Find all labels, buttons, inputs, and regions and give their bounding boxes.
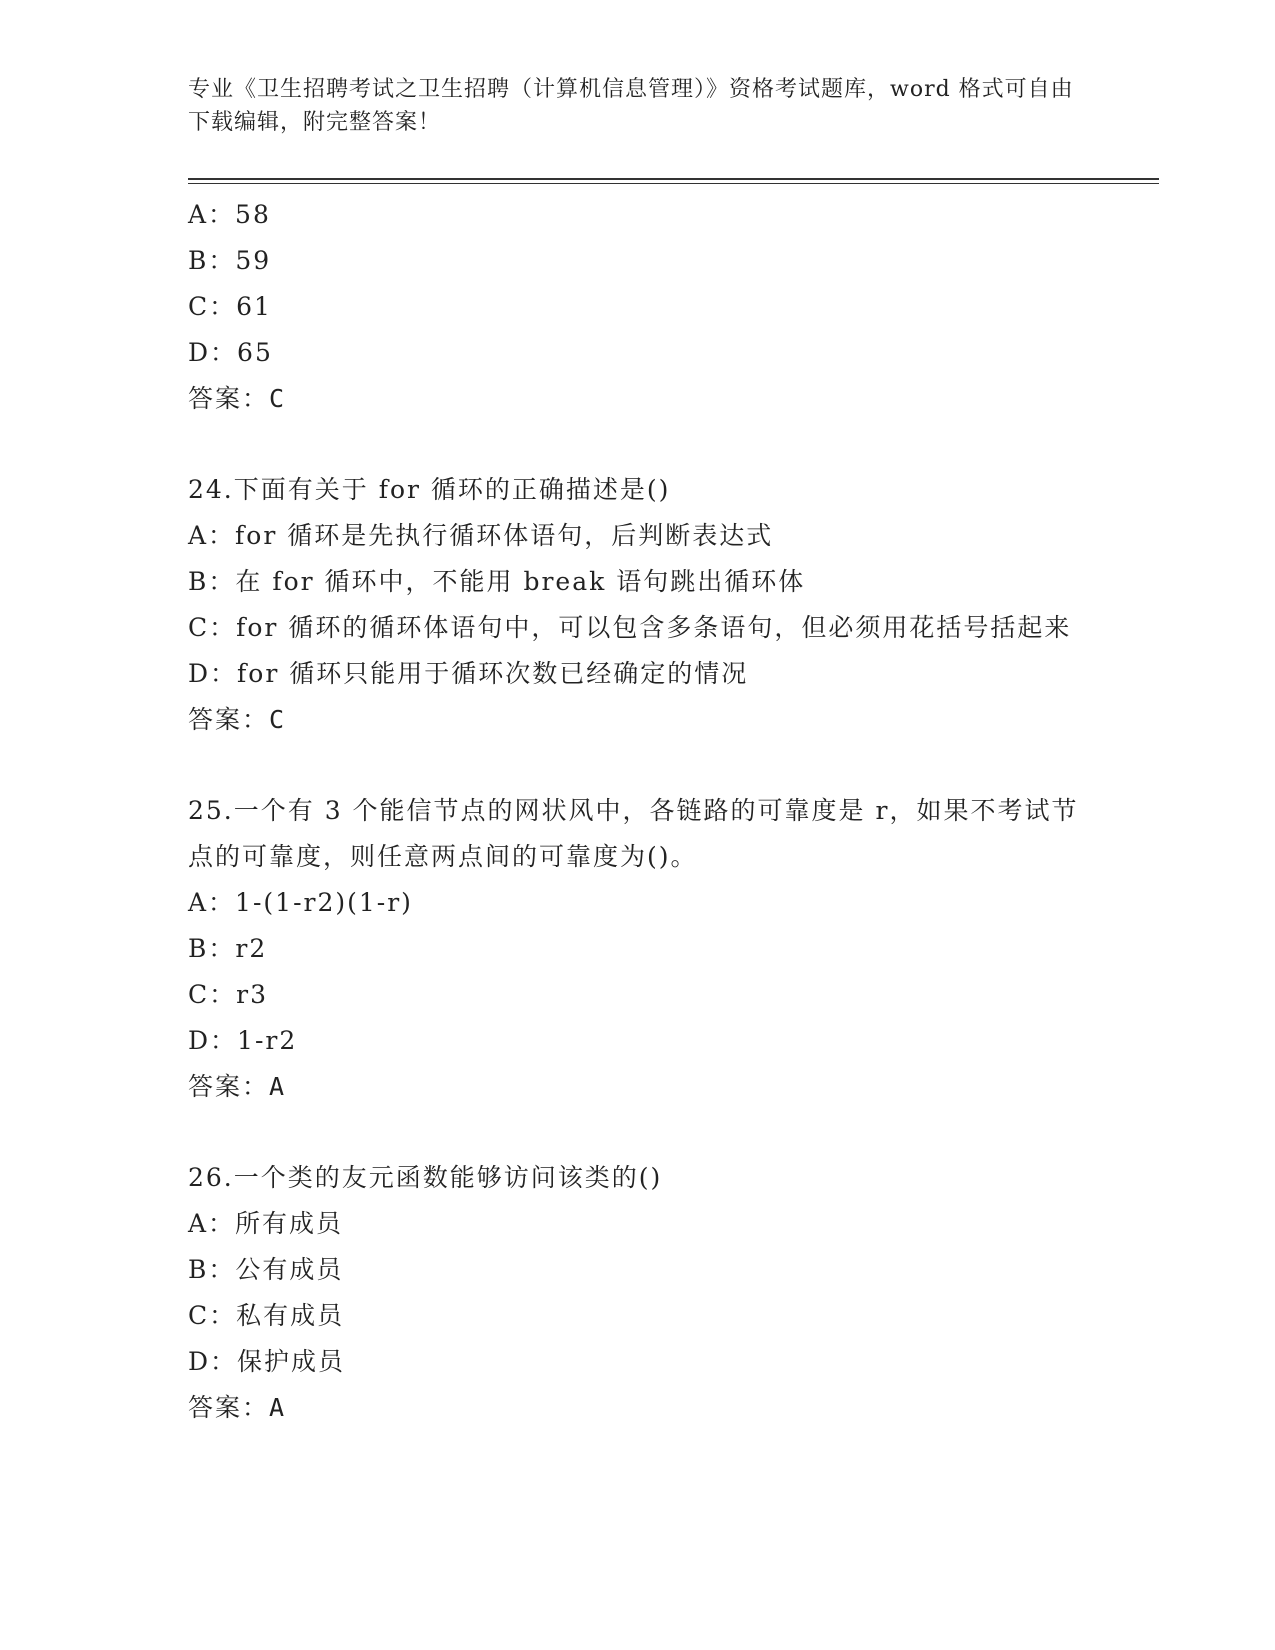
option-c: C：for 循环的循环体语句中，可以包含多条语句，但必须用花括号括起来 xyxy=(188,613,1072,642)
option-b: B：r2 xyxy=(188,934,268,963)
question-text: 24.下面有关于 for 循环的正确描述是() xyxy=(188,475,671,504)
option-c: C：私有成员 xyxy=(188,1301,345,1330)
option-d: D：保护成员 xyxy=(188,1347,346,1376)
answer-label: 答案： xyxy=(188,384,270,413)
option-d: D：65 xyxy=(188,338,273,367)
header-title: 专业《卫生招聘考试之卫生招聘（计算机信息管理）》资格考试题库，word 格式可自由下载编辑，附完整答案！ xyxy=(188,77,1074,135)
question-block-24 xyxy=(188,467,1088,743)
answer-label: 答案： xyxy=(188,1393,270,1422)
option-b: B：在 for 循环中，不能用 break 语句跳出循环体 xyxy=(188,567,806,596)
option-b: B：59 xyxy=(188,246,272,275)
answer-value: A xyxy=(269,1393,287,1422)
option-c: C：r3 xyxy=(188,980,268,1009)
answer-line xyxy=(188,1064,1088,1110)
option-a: A：58 xyxy=(188,200,271,229)
question-block-26 xyxy=(188,1155,1088,1431)
option-c: C：61 xyxy=(188,292,272,321)
option-d: D：1-r2 xyxy=(188,1026,298,1055)
question-text: 25.一个有 3 个能信节点的网状风中，各链路的可靠度是 r，如果不考试节点的可靠度，则任意两点间的可靠度为()。 xyxy=(188,796,1079,871)
header-divider-thick xyxy=(188,178,1159,180)
question-block-23 xyxy=(188,192,1088,422)
option-a: A：for 循环是先执行循环体语句，后判断表达式 xyxy=(188,521,774,550)
answer-label: 答案： xyxy=(188,1072,270,1101)
answer-value: A xyxy=(269,1072,287,1101)
answer-label: 答案： xyxy=(188,705,270,734)
answer-line xyxy=(188,1385,1088,1431)
document-header xyxy=(188,73,1088,139)
question-block-25 xyxy=(188,788,1088,1110)
option-a: A：1-(1-r2)(1-r) xyxy=(188,888,413,917)
answer-value: C xyxy=(269,705,287,734)
answer-line xyxy=(188,376,1088,422)
header-divider-thin xyxy=(188,183,1159,184)
document-body xyxy=(188,192,1088,1431)
answer-value: C xyxy=(269,384,287,413)
option-b: B：公有成员 xyxy=(188,1255,344,1284)
question-text: 26.一个类的友元函数能够访问该类的() xyxy=(188,1163,663,1192)
option-a: A：所有成员 xyxy=(188,1209,344,1238)
answer-line xyxy=(188,697,1088,743)
option-d: D：for 循环只能用于循环次数已经确定的情况 xyxy=(188,659,749,688)
